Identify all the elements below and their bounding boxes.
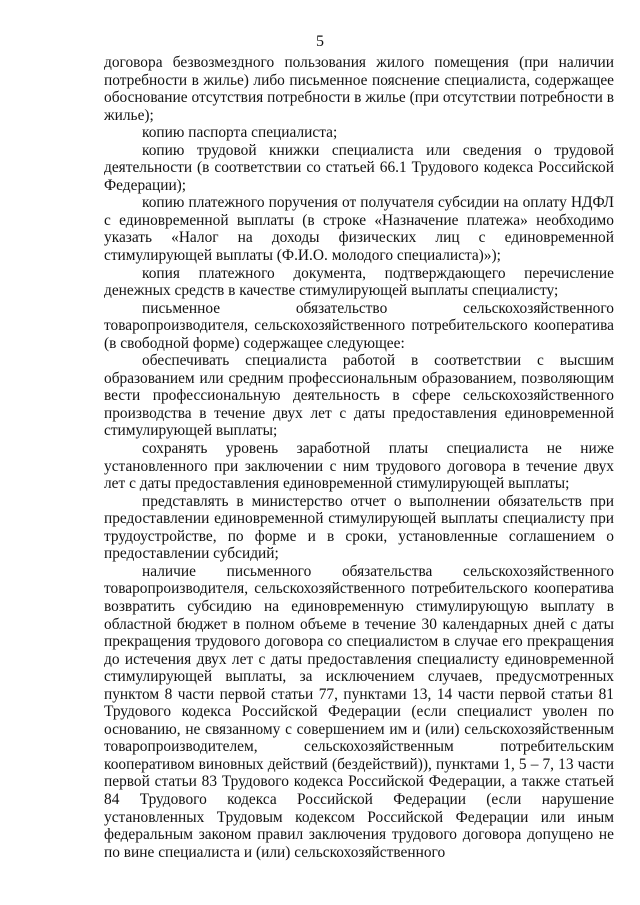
- paragraph-keep-salary: сохранять уровень заработной платы специалиста не ниже установленного при заключении с ним трудового договора в течение двух лет с даты предоставления единовременной стимулирующей выплаты;: [104, 440, 614, 493]
- paragraph-provide-work: обеспечивать специалиста работой в соответствии с высшим образованием или средним профессиональным образованием, позволяющим вести профессиональную деятельность в сфере сельскохозяйственного производства в течение двух лет с даты предоставления единовременной стимулирующей выплаты;: [104, 352, 614, 440]
- paragraph-payment-document-copy: копия платежного документа, подтверждающего перечисление денежных средств в качестве стимулирующей выплаты специалисту;: [104, 264, 614, 300]
- paragraph-work-record-copy: копию трудовой книжки специалиста или сведения о трудовой деятельности (в соответствии со статьей 66.1 Трудового кодекса Российской Федерации);: [104, 141, 614, 194]
- paragraph-payment-order-copy: копию платежного поручения от получателя субсидии на оплату НДФЛ с единовременной выплаты (в строке «Назначение платежа» необходимо указать «Налог на доходы физических лиц с единовременной стимулирующей выплаты (Ф.И.О. молодого специалиста)»);: [104, 194, 614, 265]
- paragraph-passport-copy: копию паспорта специалиста;: [142, 124, 338, 142]
- paragraph-return-subsidy: наличие письменного обязательства сельскохозяйственного товаропроизводителя, сельскохозяйственного потребительского кооператива возвратить субсидию на единовременную стимулирующую выплату в областной бюджет в полном объеме в течение 30 календарных дней с даты прекращения трудового договора со специалистом в случае его прекращения до истечения двух лет с даты предоставления специалисту единовременной стимулирующей выплаты, за исключением случаев, предусмотренных пунктом 8 части первой статьи 77, пунктами 13, 14 части первой статьи 81 Трудового кодекса Российской Федерации (если специалист уволен по основанию, не связанному с совершением им и (или) сельскохозяйственным товаропроизводителем, сельскохозяйственным потребительским кооперативом виновных действий (бездействий)), пунктами 1, 5 – 7, 13 части первой статьи 83 Трудового кодекса Российской Федерации, а также статьей 84 Трудового кодекса Российской Федерации (если нарушение установленных Трудовым кодексом Российской Федерации или иным федеральным законом правил заключения трудового договора допущено не по вине специалиста и (или) сельскохозяйственного: [104, 562, 614, 861]
- paragraph-submit-report: представлять в министерство отчет о выполнении обязательств при предоставлении единовременной стимулирующей выплаты специалисту при трудоустройстве, по форме и в сроки, установленные соглашением о предоставлении субсидий;: [104, 492, 614, 563]
- paragraph-written-obligation: письменное обязательство сельскохозяйственного товаропроизводителя, сельскохозяйственного потребительского кооператива (в свободной форме) содержащее следующее:: [104, 299, 614, 352]
- paragraph-continuation: договора безвозмездного пользования жилого помещения (при наличии потребности в жилье) либо письменное пояснение специалиста, содержащее обоснование отсутствия потребности в жилье (при отсутствии потребности в жилье);: [104, 54, 614, 124]
- page-number: 5: [316, 33, 324, 50]
- document-body: [104, 54, 614, 861]
